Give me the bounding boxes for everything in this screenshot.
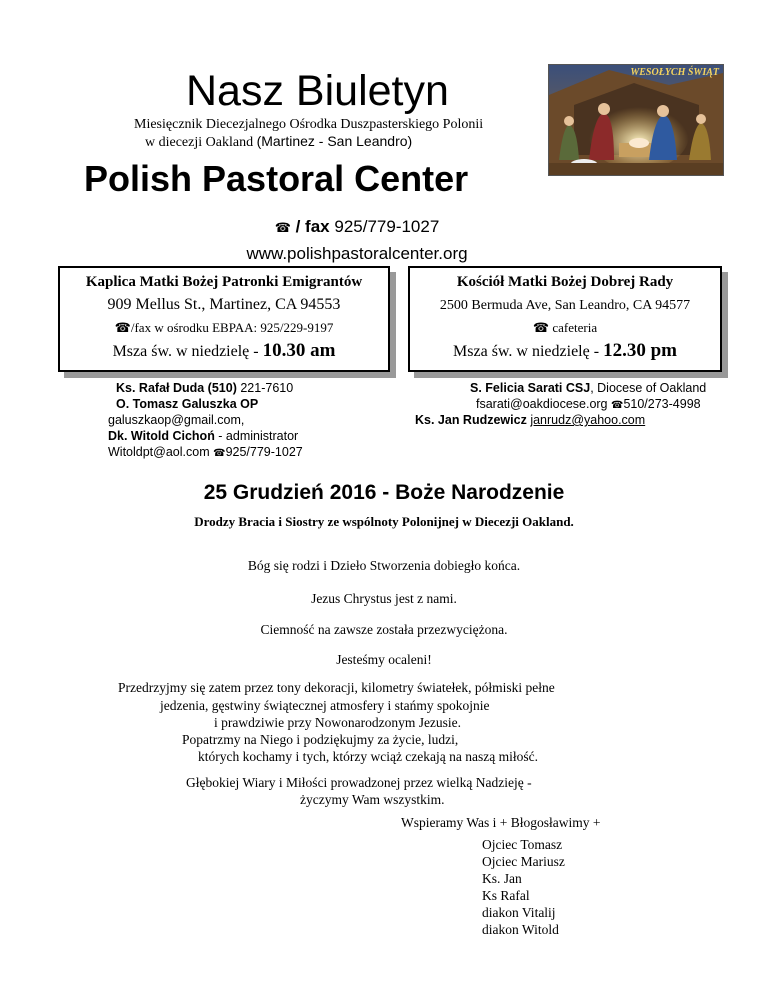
- article-line: i prawdziwie przy Nowonarodzonym Jezusie.: [214, 715, 462, 730]
- clergy-email[interactable]: fsarati@oakdiocese.org: [476, 397, 611, 411]
- church-info-box: [408, 266, 722, 372]
- phone-icon: ☎: [532, 320, 550, 335]
- clergy-tomasz: [116, 396, 258, 412]
- phone-icon: ☎: [213, 448, 226, 459]
- article-line: Popatrzmy na Niego i podziękujmy za życie, ludzi,: [182, 732, 459, 747]
- mass-time: 10.30 am: [262, 340, 336, 361]
- clergy-tomasz-email[interactable]: galuszkaop@gmail.com,: [108, 413, 245, 427]
- clergy-witold: [108, 428, 298, 444]
- nativity-illustration: [549, 65, 723, 175]
- signature: Ojciec Tomasz: [482, 837, 563, 852]
- chapel-fax-text: /fax w ośrodku EBPAA: 925/229-9197: [130, 320, 334, 335]
- nativity-image: [548, 64, 724, 176]
- church-name: Kościół Matki Bożej Dobrej Rady: [456, 274, 674, 290]
- chapel-address: 909 Mellus St., Martinez, CA 94553: [107, 296, 341, 313]
- signature: Ojciec Mariusz: [482, 854, 565, 869]
- fax-label: / fax: [290, 217, 330, 236]
- subtitle-locations: (Martinez - San Leandro): [256, 133, 413, 149]
- chapel-fax: [60, 320, 388, 336]
- clergy-name: Ks. Jan Rudzewicz: [415, 413, 527, 427]
- clergy-phone: 510/273-4998: [623, 397, 701, 411]
- chapel-info-box: [58, 266, 390, 372]
- clergy-name: S. Felicia Sarati CSJ: [470, 381, 591, 395]
- church-mass-time: [410, 340, 720, 362]
- clergy-email-link[interactable]: janrudz@yahoo.com: [530, 413, 646, 427]
- phone-icon: ☎: [274, 220, 291, 235]
- mass-label: Msza św. w niedzielę -: [453, 343, 604, 360]
- church-phone: [410, 320, 720, 336]
- church-phone-text: cafeteria: [549, 320, 598, 335]
- phone-icon: ☎: [610, 400, 624, 411]
- fax-number: 925/779-1027: [329, 217, 440, 236]
- article-line: Ciemność na zawsze została przezwyciężona.: [260, 622, 508, 637]
- clergy-name: O. Tomasz Galuszka OP: [116, 397, 259, 411]
- article-line: których kochamy i tych, którzy wciąż czekają na naszą miłość.: [198, 749, 538, 764]
- sister-felicia: [470, 380, 706, 396]
- phone-icon: ☎: [114, 320, 131, 335]
- signature: Ks. Jan: [482, 871, 522, 886]
- article-line: Jesteśmy ocaleni!: [336, 652, 432, 667]
- signature: diakon Vitalij: [482, 905, 556, 920]
- clergy-witold-contact: [108, 444, 303, 462]
- clergy-rafal: [116, 380, 293, 396]
- chapel-name: Kaplica Matki Bożej Patronki Emigrantów: [85, 274, 363, 290]
- subtitle-diocese: w diecezji Oakland: [145, 135, 257, 150]
- fax-line: [0, 216, 714, 239]
- article-wishes: Głębokiej Wiary i Miłości prowadzonej przez wielką Nadzieję -: [186, 775, 532, 790]
- article-line: Jezus Chrystus jest z nami.: [311, 591, 457, 606]
- center-name-heading: Polish Pastoral Center: [84, 158, 469, 199]
- website-url[interactable]: www.polishpastoralcenter.org: [246, 244, 468, 263]
- article-line: Przedrzyjmy się zatem przez tony dekoracji, kilometry światełek, półmiski pełne: [118, 680, 555, 695]
- chapel-mass-time: [60, 340, 388, 362]
- clergy-phone: 221-7610: [236, 381, 294, 395]
- article-greeting: Drodzy Bracia i Siostry ze wspólnoty Polonijnej w Diecezji Oakland.: [194, 514, 574, 529]
- clergy-name: Dk. Witold Cichoń: [108, 429, 215, 443]
- article-line: jedzenia, gęstwiny świątecznej atmosfery i stańmy spokojnie: [160, 698, 490, 713]
- article-wishes: życzymy Wam wszystkim.: [300, 792, 445, 807]
- church-address: 2500 Bermuda Ave, San Leandro, CA 94577: [439, 298, 691, 313]
- signature: diakon Witold: [482, 922, 559, 937]
- clergy-jan: [415, 412, 645, 428]
- clergy-role: - administrator: [214, 429, 299, 443]
- mass-label: Msza św. w niedzielę -: [112, 343, 263, 360]
- article-line: Bóg się rodzi i Dzieło Stworzenia dobiegło końca.: [247, 558, 521, 573]
- mass-time: 12.30 pm: [603, 340, 677, 361]
- clergy-name: Ks. Rafał Duda (510): [116, 381, 237, 395]
- bulletin-subtitle-line2: [145, 133, 412, 151]
- greeting-banner: WESOŁYCH ŚWIĄT: [630, 67, 719, 78]
- clergy-affiliation: , Diocese of Oakland: [590, 381, 707, 395]
- bulletin-subtitle-line1: Miesięcznik Diecezjalnego Ośrodka Duszpasterskiego Polonii: [134, 117, 484, 132]
- clergy-phone: 925/779-1027: [225, 445, 303, 459]
- article-headline: 25 Grudzień 2016 - Boże Narodzenie: [203, 481, 565, 504]
- blessing-line: Wspieramy Was i + Błogosławimy +: [401, 815, 601, 830]
- bulletin-title: Nasz Biuletyn: [186, 67, 449, 115]
- clergy-email[interactable]: Witoldpt@aol.com: [108, 445, 214, 459]
- signature: Ks Rafal: [482, 888, 530, 903]
